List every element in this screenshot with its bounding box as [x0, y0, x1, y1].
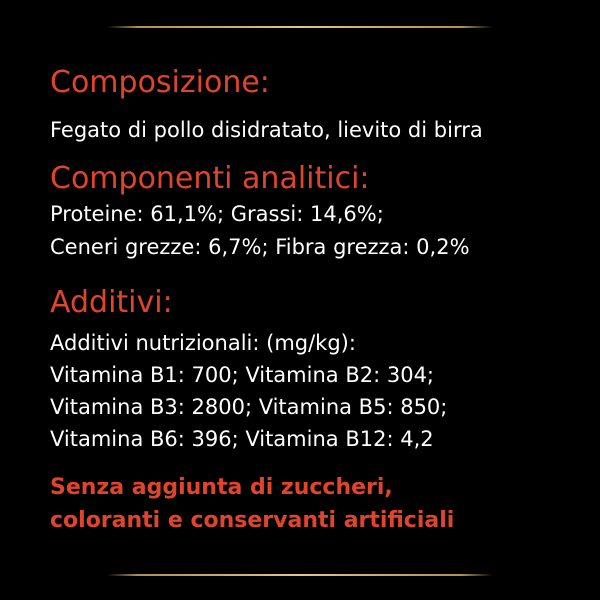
additives-line-1: Additivi nutrizionali: (mg/kg): [50, 331, 356, 355]
no-additives-note-line-2: coloranti e conservanti artificiali [50, 508, 455, 533]
additives-line-4: Vitamina B6: 396; Vitamina B12: 4,2 [50, 427, 434, 451]
additives-line-2: Vitamina B1: 700; Vitamina B2: 304; [50, 363, 434, 387]
analytical-heading: Componenti analitici: [50, 161, 370, 196]
additives-heading: Additivi: [50, 285, 173, 320]
analytical-line-2: Ceneri grezze: 6,7%; Fibra grezza: 0,2% [50, 235, 470, 259]
composition-heading: Composizione: [50, 65, 270, 100]
top-divider [107, 26, 493, 28]
analytical-line-1: Proteine: 61,1%; Grassi: 14,6%; [50, 202, 384, 226]
bottom-divider [107, 574, 493, 576]
additives-line-3: Vitamina B3: 2800; Vitamina B5: 850; [50, 395, 448, 419]
composition-text: Fegato di pollo disidratato, lievito di birra [50, 118, 483, 142]
no-additives-note-line-1: Senza aggiunta di zuccheri, [50, 475, 393, 500]
